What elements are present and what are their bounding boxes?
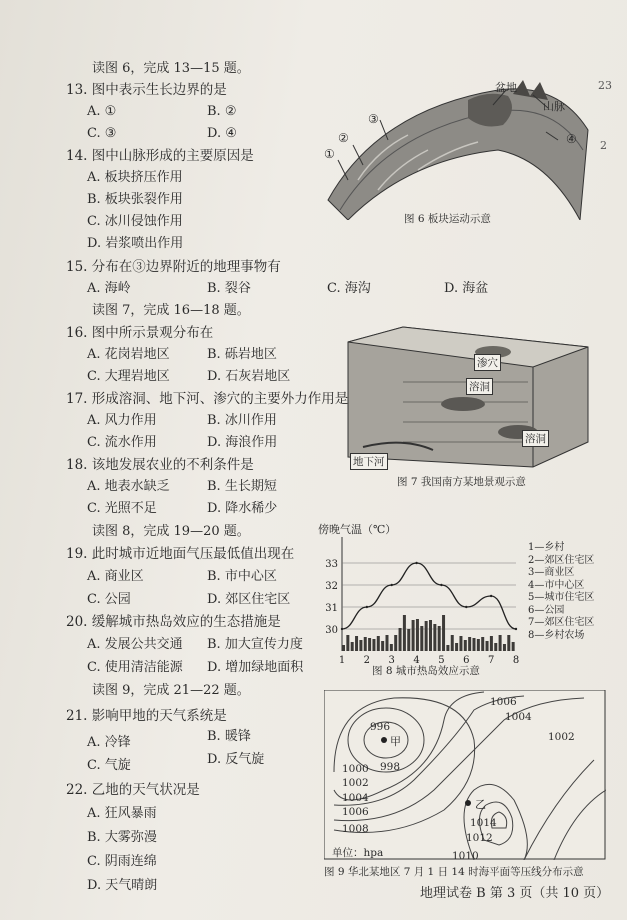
q22-stem: 22. 乙地的天气状况是 <box>66 782 200 798</box>
fig9-label-996: 996 <box>370 721 391 733</box>
q16-option-a: A. 花岗岩地区 <box>87 347 170 362</box>
fig8-xtick-label: 3 <box>388 655 395 663</box>
q18-option-a: A. 地表水缺乏 <box>87 479 170 494</box>
q18-option-c: C. 光照不足 <box>87 501 157 516</box>
fig8-data-point <box>391 584 393 586</box>
q13-option-c: C. ③ <box>87 126 117 141</box>
fig9-label-998: 998 <box>380 761 401 773</box>
q17-stem: 17. 形成溶洞、地下河、渗穴的主要外力作用是 <box>66 391 349 407</box>
q15-option-d: D. 海盆 <box>444 281 489 296</box>
intro-fig7: 读图 7，完成 16—18 题。 <box>92 303 250 318</box>
fig8-xtick-label: 2 <box>363 655 371 663</box>
fig8-legend-item: 4—市中心区 <box>528 579 585 591</box>
fig7-cave-1 <box>441 397 485 411</box>
fig8-data-point <box>465 606 467 608</box>
fig9-label-1012: 1012 <box>466 832 493 844</box>
q15-option-a: A. 海岭 <box>87 281 131 296</box>
fig8-ytick-label: 32 <box>325 581 338 592</box>
fig9-label-1014: 1014 <box>470 817 497 829</box>
q17-option-c: C. 流水作用 <box>87 435 157 450</box>
fig8-ytick-label: 30 <box>325 625 338 636</box>
fig8-legend-item: 6—公园 <box>528 604 565 616</box>
fig9-label-jia: 甲 <box>390 735 401 748</box>
fig9-point-yi <box>465 800 471 806</box>
q13-option-a: A. ① <box>87 104 117 119</box>
fig7-label-dixiahe: 地下河 <box>350 453 388 470</box>
fig8-data-point <box>515 628 517 630</box>
q22-option-d: D. 天气晴朗 <box>87 878 158 893</box>
fig8-data-point <box>341 628 343 630</box>
q17-option-b: B. 冰川作用 <box>207 413 277 428</box>
q20-option-c: C. 使用清洁能源 <box>87 660 183 675</box>
q15-stem: 15. 分布在③边界附近的地理事物有 <box>66 259 281 275</box>
fig6-caption: 图 6 板块运动示意 <box>404 213 491 225</box>
fig8-legend-item: 2—郊区住宅区 <box>528 554 595 566</box>
q21-option-c: C. 气旋 <box>87 758 131 773</box>
fig8-legend-item: 1—乡村 <box>528 542 565 553</box>
q19-stem: 19. 此时城市近地面气压最低值出现在 <box>66 546 295 562</box>
q18-option-d: D. 降水稀少 <box>207 501 278 516</box>
fig9-label-1004: 1004 <box>342 792 369 804</box>
q21-option-a: A. 冷锋 <box>87 735 131 750</box>
fig9-label-1006-top: 1006 <box>490 696 517 708</box>
q22-option-a: A. 狂风暴雨 <box>87 806 157 821</box>
fig8-temperature-line <box>342 563 516 629</box>
q18-option-b: B. 生长期短 <box>207 479 277 494</box>
q22-option-c: C. 阴雨连绵 <box>87 854 157 869</box>
fig8-ytick-label: 33 <box>325 559 338 570</box>
fig8-legend-item: 3—商业区 <box>528 567 575 578</box>
fig8-xtick-label: 8 <box>512 655 520 663</box>
q16-option-d: D. 石灰岩地区 <box>207 369 291 384</box>
q14-stem: 14. 图中山脉形成的主要原因是 <box>66 148 254 164</box>
q16-option-b: B. 砾岩地区 <box>207 347 277 362</box>
q21-stem: 21. 影响甲地的天气系统是 <box>66 708 227 724</box>
fig8-data-point <box>366 606 368 608</box>
fig9-label-yi: 乙 <box>475 798 486 811</box>
fig8-legend-item: 8—乡村农场 <box>528 629 585 641</box>
fig9-label-1010: 1010 <box>452 850 479 862</box>
fig8-legend-item: 7—郊区住宅区 <box>528 617 595 628</box>
fig9-label-1002: 1002 <box>342 777 369 789</box>
q17-option-d: D. 海浪作用 <box>207 435 278 450</box>
fig6-marker-1: ① <box>324 147 335 161</box>
fig8-data-point <box>415 562 417 564</box>
fig9-point-jia <box>381 737 387 743</box>
fig6-basin-relief <box>468 94 512 127</box>
fig8-chart <box>316 533 526 663</box>
fig7-label-shenxue: 渗穴 <box>474 354 501 371</box>
intro-fig9: 读图 9，完成 21—22 题。 <box>92 683 250 698</box>
q13-option-b: B. ② <box>207 104 237 119</box>
fig9-label-1006: 1006 <box>342 806 369 818</box>
q19-option-d: D. 郊区住宅区 <box>207 592 291 607</box>
fig9-label-1002-right: 1002 <box>548 731 575 743</box>
fig8-xtick-label: 6 <box>463 655 470 663</box>
fig8-xtick-label: 7 <box>487 655 495 663</box>
intro-fig8: 读图 8，完成 19—20 题。 <box>92 524 250 539</box>
fig8-xtick-label: 5 <box>438 655 445 663</box>
q20-stem: 20. 缓解城市热岛效应的生态措施是 <box>66 614 281 630</box>
q17-option-a: A. 风力作用 <box>87 413 157 428</box>
q13-stem: 13. 图中表示生长边界的是 <box>66 82 227 98</box>
fig9-label-1008: 1008 <box>342 823 369 835</box>
q16-stem: 16. 图中所示景观分布在 <box>66 325 214 341</box>
q20-option-b: B. 加大宣传力度 <box>207 637 303 652</box>
fig8-data-point <box>490 595 492 597</box>
fig8-data-point <box>440 584 442 586</box>
fig8-caption: 图 8 城市热岛效应示意 <box>372 665 480 677</box>
fig9-caption: 图 9 华北某地区 7 月 1 日 14 时海平面等压线分布示意 <box>324 866 584 878</box>
fig7-label-rongdong-1: 溶洞 <box>466 378 493 395</box>
fig7-caption: 图 7 我国南方某地景观示意 <box>397 476 526 488</box>
fig8-ytick-label: 31 <box>325 603 338 614</box>
fig8-xtick-label: 1 <box>338 655 346 663</box>
q15-option-c: C. 海沟 <box>327 281 371 296</box>
q20-option-a: A. 发展公共交通 <box>87 637 183 652</box>
fig6-plate-diagram <box>318 70 598 220</box>
fig6-marker-4: ④ <box>566 132 577 146</box>
margin-number-top: 23 <box>598 79 612 92</box>
intro-fig6: 读图 6，完成 13—15 题。 <box>92 61 250 76</box>
fig6-marker-3: ③ <box>368 112 379 126</box>
q16-option-c: C. 大理岩地区 <box>87 369 170 384</box>
fig8-legend <box>528 542 594 642</box>
fig8-ylabel: 傍晚气温（℃） <box>318 523 397 536</box>
fig8-legend-item: 5—城市住宅区 <box>528 592 595 603</box>
fig7-label-rongdong-2: 溶洞 <box>522 430 549 447</box>
q13-option-d: D. ④ <box>207 126 237 141</box>
q22-option-b: B. 大雾弥漫 <box>87 830 157 845</box>
fig9-label-1004-top: 1004 <box>505 711 532 723</box>
fig8-xtick-label: 4 <box>413 655 420 663</box>
fig6-label-basin: 盆地 <box>495 81 517 94</box>
margin-number-mid: 2 <box>600 139 607 152</box>
q14-option-b: B. 板块张裂作用 <box>87 192 183 207</box>
q14-option-a: A. 板块挤压作用 <box>87 170 183 185</box>
q15-option-b: B. 裂谷 <box>207 281 251 296</box>
q21-option-d: D. 反气旋 <box>207 752 265 767</box>
q18-stem: 18. 该地发展农业的不利条件是 <box>66 457 254 473</box>
fig9-label-1000: 1000 <box>342 763 369 775</box>
q19-option-c: C. 公园 <box>87 592 131 607</box>
fig9-unit: 单位：hpa <box>332 847 384 859</box>
fig6-label-mountain: 山脉 <box>543 100 565 113</box>
q20-option-d: D. 增加绿地面积 <box>207 660 304 675</box>
page-footer: 地理试卷 B 第 3 页（共 10 页） <box>420 886 610 901</box>
q19-option-b: B. 市中心区 <box>207 569 277 584</box>
q19-option-a: A. 商业区 <box>87 569 144 584</box>
q21-option-b: B. 暖锋 <box>207 729 251 744</box>
q14-option-d: D. 岩浆喷出作用 <box>87 236 184 251</box>
fig6-marker-2: ② <box>338 131 349 145</box>
q14-option-c: C. 冰川侵蚀作用 <box>87 214 183 229</box>
fig8-city-skyline <box>342 615 515 651</box>
fig7-karst-diagram <box>343 322 593 470</box>
